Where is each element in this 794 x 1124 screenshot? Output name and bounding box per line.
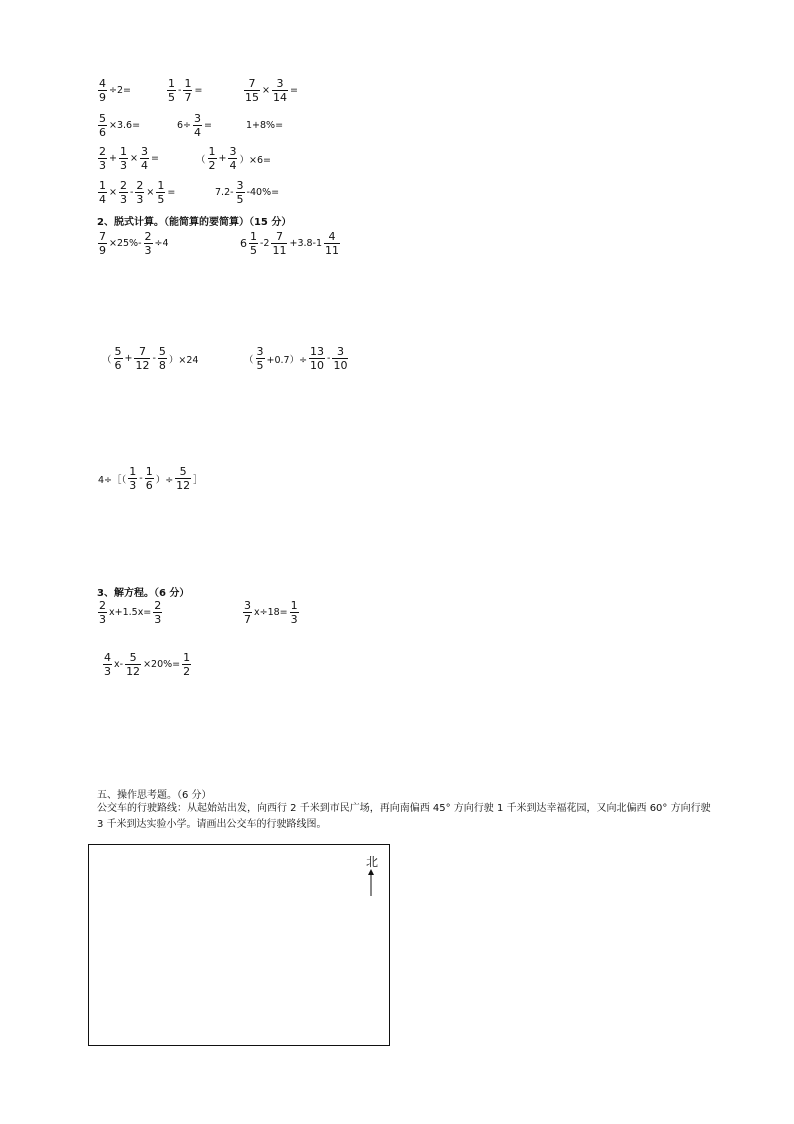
- north-label: 北: [366, 855, 379, 869]
- expr-text: （: [244, 354, 254, 366]
- fraction: $\frac{5}{12}$: [126, 651, 141, 678]
- fraction: $\frac{5}{6}$: [99, 112, 106, 139]
- fraction: $\frac{3}{5}$: [256, 345, 264, 372]
- fraction: $\frac{3}{5}$: [236, 179, 244, 206]
- expr-text: +3.8-1: [289, 238, 323, 249]
- fraction: $\frac{1}{3}$: [290, 599, 298, 626]
- fraction: $\frac{1}{3}$: [129, 465, 137, 492]
- fraction: $\frac{2}{3}$: [144, 230, 152, 257]
- section-2-problem-1: [97, 231, 170, 256]
- expr-text: 6÷: [177, 120, 192, 131]
- section-3-equation-2: [242, 600, 300, 625]
- calc-row-2-expr-3: [245, 120, 284, 131]
- fraction: $\frac{1}{5}$: [157, 179, 165, 206]
- expr-text: 7.2-: [215, 187, 234, 198]
- expr-text: =: [194, 85, 203, 96]
- fraction: $\frac{1}{2}$: [183, 651, 191, 678]
- operator: ×: [109, 187, 117, 198]
- expr-text: ）÷: [155, 474, 174, 486]
- fraction: $\frac{1}{6}$: [145, 465, 153, 492]
- operator: -: [327, 353, 331, 364]
- fraction: $\frac{7}{11}$: [272, 230, 287, 257]
- fraction: $\frac{2}{3}$: [136, 179, 144, 206]
- expr-text: ）×24: [168, 354, 199, 366]
- operator: ×: [262, 85, 270, 96]
- expr-text: =: [289, 85, 298, 96]
- section-3-equation-3: [102, 652, 192, 677]
- fraction: $\frac{1}{3}$: [119, 145, 127, 172]
- drawing-area[interactable]: [88, 844, 390, 1046]
- expr-text: 1+8%=: [246, 120, 284, 131]
- fraction: $\frac{2}{3}$: [99, 145, 106, 172]
- fraction: $\frac{1}{2}$: [208, 145, 216, 172]
- operator: +: [124, 353, 133, 364]
- calc-row-1-expr-1: [97, 78, 132, 103]
- expr-text: ×20%=: [143, 659, 181, 670]
- fraction: $\frac{4}{9}$: [99, 77, 106, 104]
- fraction: $\frac{5}{6}$: [114, 345, 122, 372]
- fraction: $\frac{3}{4}$: [194, 112, 202, 139]
- fraction: $\frac{3}{10}$: [333, 345, 348, 372]
- expr-text: x÷18=: [254, 607, 288, 618]
- operator: -: [152, 353, 156, 364]
- expr-text: -40%=: [246, 187, 280, 198]
- operator: -: [129, 187, 134, 198]
- calc-row-1-expr-2: [166, 78, 203, 103]
- expr-text: =: [167, 187, 176, 198]
- expr-text: =: [150, 153, 159, 164]
- fraction: $\frac{13}{10}$: [310, 345, 325, 372]
- fraction: $\frac{1}{7}$: [184, 77, 192, 104]
- fraction: $\frac{7}{12}$: [135, 345, 150, 372]
- expr-text: ］: [193, 474, 203, 486]
- section-2-problem-4: [243, 346, 349, 371]
- expr-text: +0.7）÷: [266, 354, 308, 366]
- fraction: $\frac{4}{11}$: [325, 230, 340, 257]
- expr-text: ÷2=: [109, 85, 131, 96]
- fraction: $\frac{7}{15}$: [245, 77, 259, 104]
- calc-row-2-expr-1: [97, 113, 141, 138]
- expr-text: -2: [260, 238, 270, 249]
- fraction: $\frac{1}{4}$: [99, 179, 106, 206]
- fraction: $\frac{3}{4}$: [229, 145, 237, 172]
- fraction: $\frac{5}{12}$: [176, 465, 191, 492]
- expr-text: （: [102, 354, 112, 366]
- section-2-heading: 2、脱式计算。（能简算的要简算）（15 分）: [97, 217, 292, 228]
- section-3-equation-1: [97, 600, 163, 625]
- operator: +: [109, 153, 117, 164]
- expr-text: ）×6=: [239, 154, 271, 166]
- calc-row-2-expr-2: [176, 113, 213, 138]
- calc-row-4-expr-1: [97, 180, 176, 205]
- operator: -: [178, 85, 182, 96]
- section-2-problem-2: [240, 231, 341, 256]
- expr-text: 4÷［（: [98, 474, 127, 486]
- fraction: $\frac{2}{3}$: [119, 179, 127, 206]
- fraction: $\frac{5}{8}$: [158, 345, 166, 372]
- calc-row-3-expr-1: [97, 146, 160, 171]
- calc-row-4-expr-2: [214, 180, 280, 205]
- section-5-problem-text: 公交车的行驶路线：从起始站出发，向西行 2 千米到市民广场，再向南偏西 45° 方向行驶 1 千米到达幸福花园，又向北偏西 60° 方向行驶 3 千米到达实验小学。请画出公交车的行驶路线图。: [97, 803, 711, 830]
- mixed-number: 6 $\frac{1}{5}$: [240, 230, 257, 257]
- expr-text: x+1.5x=: [109, 607, 152, 618]
- operator: +: [218, 153, 227, 164]
- operator: ×: [129, 153, 138, 164]
- fraction: $\frac{1}{5}$: [250, 230, 257, 257]
- section-5-heading: 五、操作思考题。（6 分）: [97, 790, 212, 801]
- calc-row-3-expr-2: [195, 146, 272, 171]
- fraction: $\frac{3}{7}$: [244, 599, 251, 626]
- expr-text: ×25%-: [109, 238, 142, 249]
- expr-text: =: [204, 120, 212, 131]
- fraction: $\frac{7}{9}$: [99, 230, 106, 257]
- fraction: $\frac{3}{14}$: [272, 77, 287, 104]
- expr-text: ÷4: [154, 238, 169, 249]
- fraction: $\frac{4}{3}$: [104, 651, 111, 678]
- calc-row-1-expr-3: [243, 78, 299, 103]
- fraction: $\frac{1}{5}$: [168, 77, 175, 104]
- fraction: $\frac{3}{4}$: [140, 145, 148, 172]
- section-3-heading: 3、解方程。（6 分）: [97, 588, 190, 599]
- expr-text: ×3.6=: [109, 120, 141, 131]
- fraction: $\frac{2}{3}$: [154, 599, 162, 626]
- section-2-problem-3: [101, 346, 199, 371]
- operator: -: [139, 473, 143, 484]
- expr-text: （: [196, 154, 206, 166]
- operator: ×: [146, 187, 155, 198]
- fraction: $\frac{2}{3}$: [99, 599, 106, 626]
- section-2-problem-5: [97, 466, 204, 491]
- expr-text: x-: [114, 659, 124, 670]
- north-arrow-icon: [366, 869, 376, 897]
